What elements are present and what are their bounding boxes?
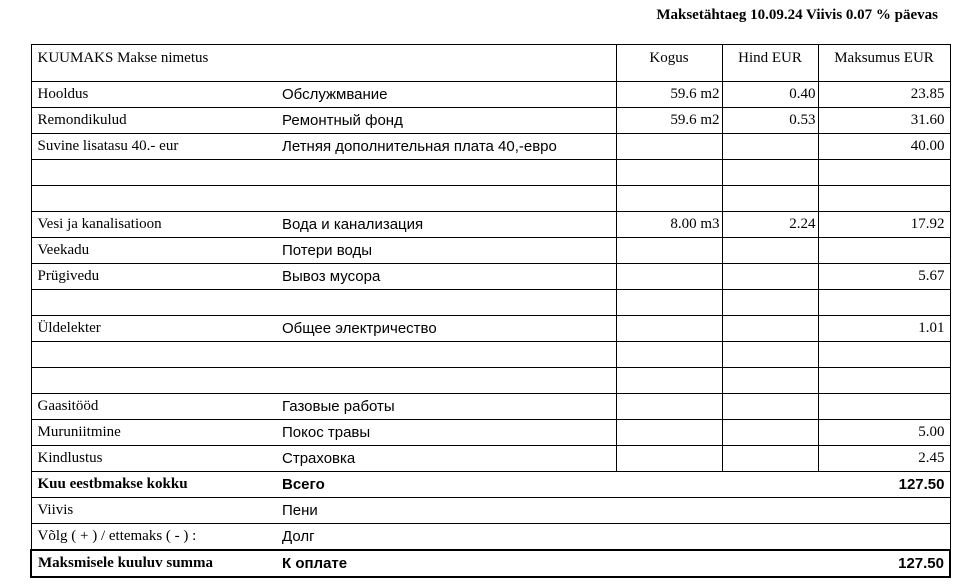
row-name: Kindlustus (31, 446, 282, 472)
table-row (31, 394, 950, 420)
total-row (31, 472, 950, 498)
row-name: Suvine lisatasu 40.- eur (31, 134, 282, 160)
row-amount (818, 342, 950, 368)
penalty-row-label: Viivis (31, 498, 282, 524)
row-name-ru: Вывоз мусора (282, 264, 616, 290)
row-amount: 31.60 (818, 108, 950, 134)
row-qty (616, 420, 722, 446)
row-amount: 17.92 (818, 212, 950, 238)
row-price (722, 316, 818, 342)
row-name-ru: Покос травы (282, 420, 616, 446)
row-name-ru (282, 342, 616, 368)
row-name: Gaasitööd (31, 394, 282, 420)
row-amount: 1.01 (818, 316, 950, 342)
payable-row-amount: 127.50 (818, 550, 950, 577)
row-price (722, 394, 818, 420)
row-name-ru: Потери воды (282, 238, 616, 264)
row-amount (818, 394, 950, 420)
row-price (722, 420, 818, 446)
column-header-qty: Kogus (616, 45, 722, 82)
row-qty (616, 394, 722, 420)
row-name (31, 160, 282, 186)
row-price (722, 446, 818, 472)
debt-row-label-ru: Долг (282, 524, 818, 551)
row-name-ru (282, 368, 616, 394)
row-name: Veekadu (31, 238, 282, 264)
column-header-name: KUUMAKS Makse nimetus (31, 45, 282, 82)
payable-row (31, 550, 950, 577)
debt-row-amount (818, 524, 950, 551)
row-name-ru (282, 186, 616, 212)
table-row (31, 446, 950, 472)
row-name-ru: Летняя дополнительная плата 40,-евро (282, 134, 616, 160)
row-name (31, 290, 282, 316)
charges-table (30, 44, 951, 578)
row-qty: 59.6 m2 (616, 108, 722, 134)
row-qty (616, 238, 722, 264)
row-price: 0.53 (722, 108, 818, 134)
row-amount: 40.00 (818, 134, 950, 160)
row-qty (616, 368, 722, 394)
due-date-text: Maksetähtaeg 10.09.24 Viivis 0.07 % päevas (656, 7, 938, 23)
table-row (31, 212, 950, 238)
row-price (722, 160, 818, 186)
table-row (31, 368, 950, 394)
debt-row-label: Võlg ( + ) / ettemaks ( - ) : (31, 524, 282, 551)
row-name: Vesi ja kanalisatioon (31, 212, 282, 238)
table-row (31, 82, 950, 108)
column-header-name-ru (282, 45, 616, 82)
row-name-ru (282, 160, 616, 186)
row-price (722, 368, 818, 394)
row-name (31, 368, 282, 394)
row-name-ru: Обслужмвание (282, 82, 616, 108)
row-name-ru: Общее электричество (282, 316, 616, 342)
row-price: 2.24 (722, 212, 818, 238)
row-qty (616, 316, 722, 342)
row-price: 0.40 (722, 82, 818, 108)
row-amount (818, 368, 950, 394)
table-row (31, 134, 950, 160)
row-name-ru: Газовые работы (282, 394, 616, 420)
row-price (722, 264, 818, 290)
total-row-amount: 127.50 (818, 472, 950, 498)
table-row (31, 160, 950, 186)
table-row (31, 186, 950, 212)
row-price (722, 238, 818, 264)
row-qty (616, 134, 722, 160)
row-qty (616, 264, 722, 290)
payable-row-label: Maksmisele kuuluv summa (31, 550, 282, 577)
row-name-ru: Страховка (282, 446, 616, 472)
row-qty (616, 446, 722, 472)
row-name-ru: Ремонтный фонд (282, 108, 616, 134)
table-row (31, 238, 950, 264)
row-price (722, 342, 818, 368)
debt-row (31, 524, 950, 551)
penalty-row-label-ru: Пени (282, 498, 818, 524)
charges-table-body (31, 45, 950, 578)
table-row (31, 316, 950, 342)
penalty-row (31, 498, 950, 524)
table-row (31, 342, 950, 368)
row-amount (818, 238, 950, 264)
row-qty: 59.6 m2 (616, 82, 722, 108)
row-price (722, 186, 818, 212)
total-row-label: Kuu eestbmakse kokku (31, 472, 282, 498)
row-name (31, 342, 282, 368)
row-name: Üldelekter (31, 316, 282, 342)
row-qty (616, 290, 722, 316)
total-row-label-ru: Всего (282, 472, 818, 498)
row-qty: 8.00 m3 (616, 212, 722, 238)
column-header-price: Hind EUR (722, 45, 818, 82)
table-row (31, 264, 950, 290)
row-amount: 5.67 (818, 264, 950, 290)
payable-row-label-ru: К оплате (282, 550, 818, 577)
table-row (31, 420, 950, 446)
row-amount (818, 290, 950, 316)
row-name: Muruniitmine (31, 420, 282, 446)
row-amount (818, 160, 950, 186)
row-amount: 5.00 (818, 420, 950, 446)
row-amount: 2.45 (818, 446, 950, 472)
penalty-row-amount (818, 498, 950, 524)
row-name-ru: Вода и канализация (282, 212, 616, 238)
row-name: Prügivedu (31, 264, 282, 290)
row-qty (616, 342, 722, 368)
row-name: Hooldus (31, 82, 282, 108)
row-qty (616, 160, 722, 186)
row-amount: 23.85 (818, 82, 950, 108)
row-name-ru (282, 290, 616, 316)
table-row (31, 108, 950, 134)
row-amount (818, 186, 950, 212)
row-price (722, 134, 818, 160)
row-name (31, 186, 282, 212)
table-row (31, 290, 950, 316)
column-header-amount: Maksumus EUR (818, 45, 950, 82)
row-price (722, 290, 818, 316)
row-qty (616, 186, 722, 212)
table-header-row (31, 45, 950, 82)
row-name: Remondikulud (31, 108, 282, 134)
